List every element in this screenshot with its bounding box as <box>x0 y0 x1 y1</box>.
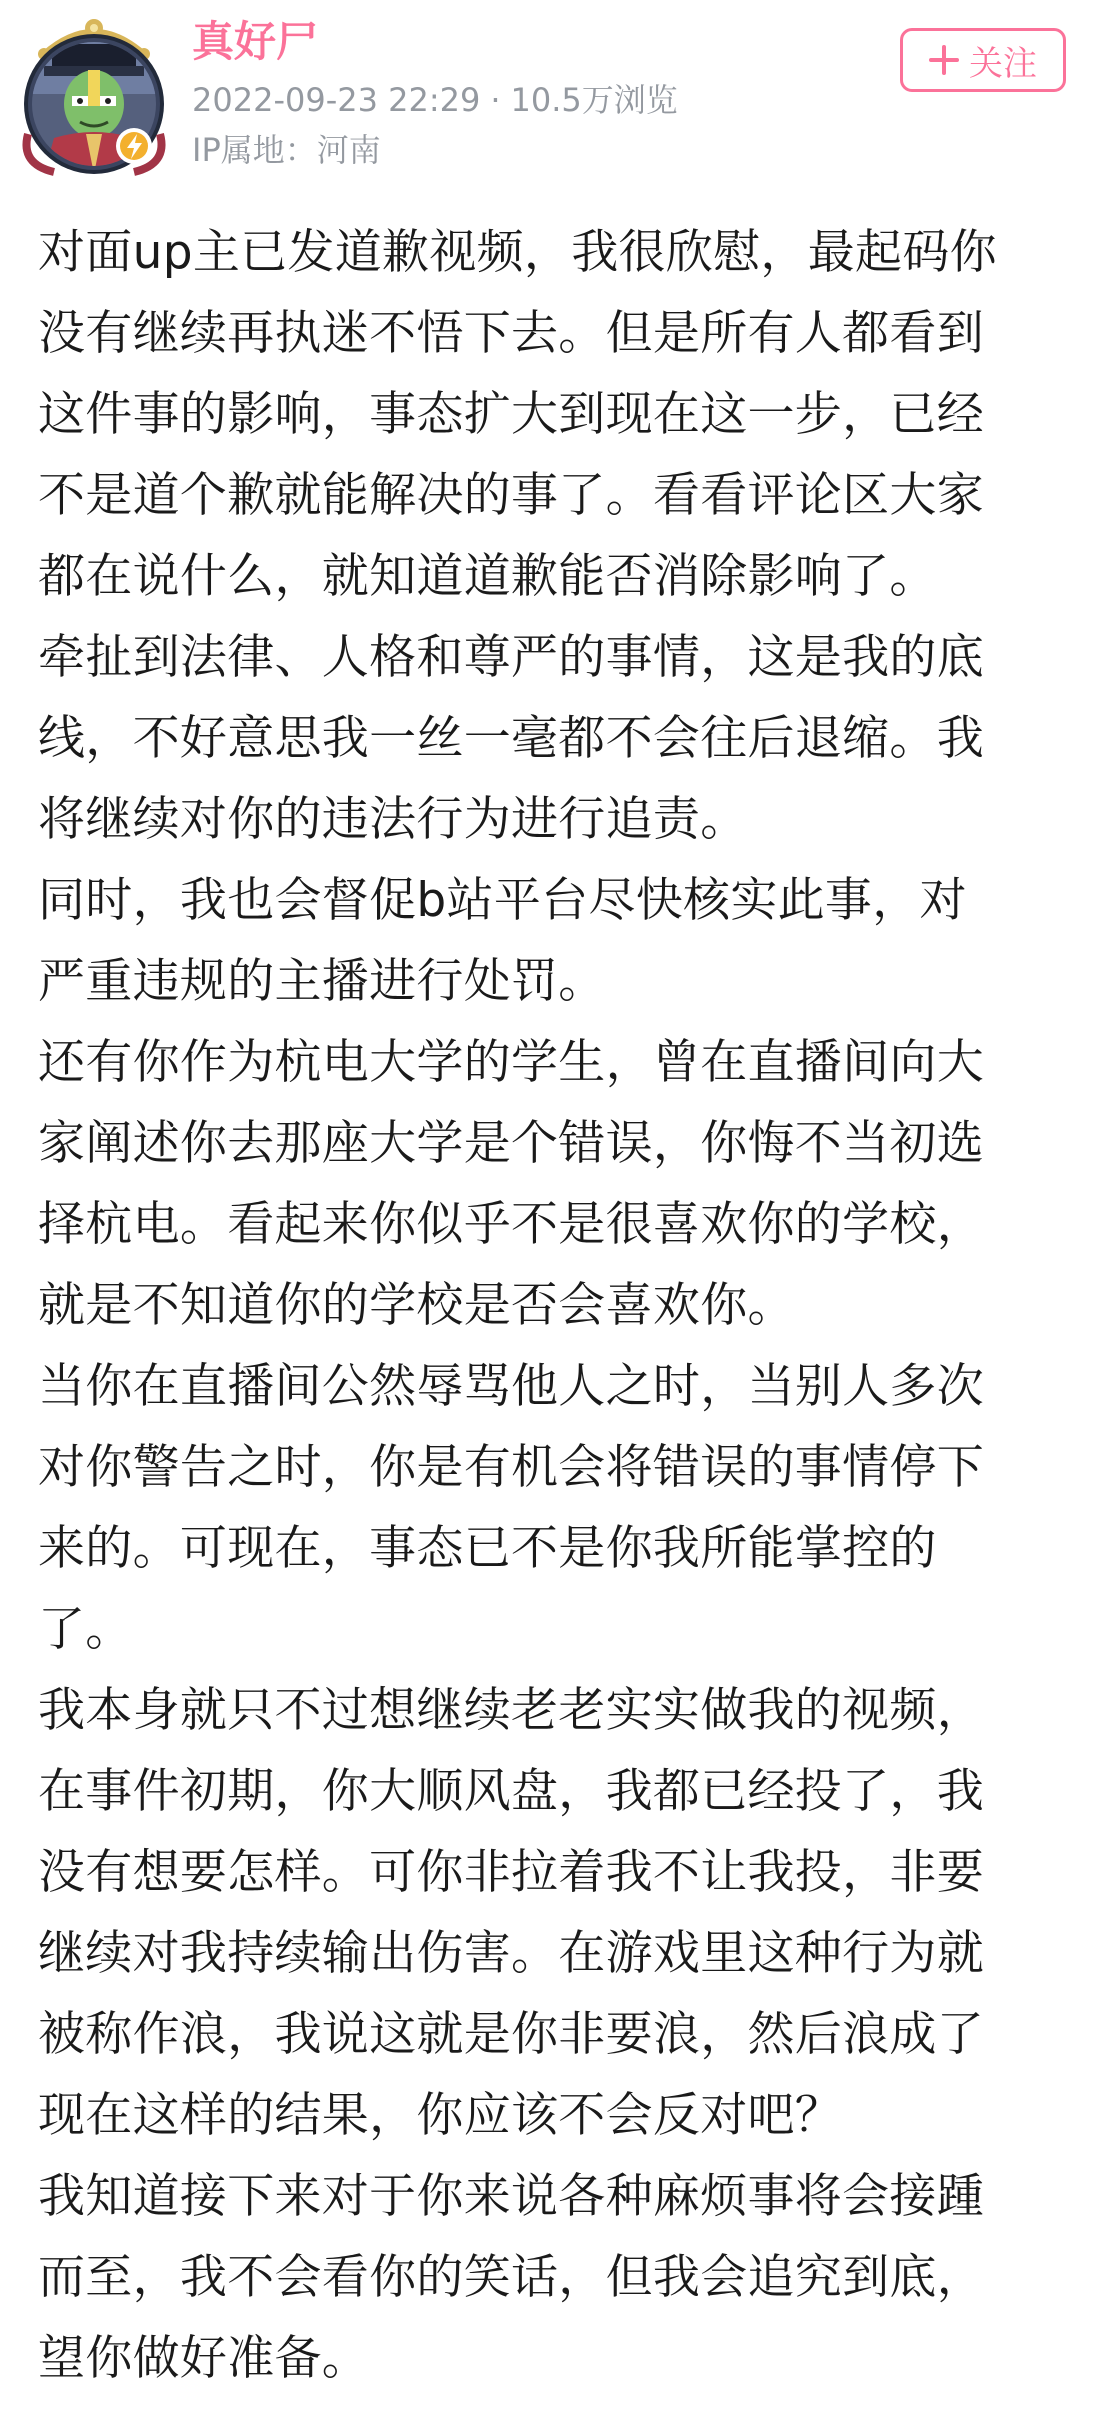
post-line: 牵扯到法律、人格和尊严的事情，这是我的底 <box>38 630 984 685</box>
post-line: 不是道个歉就能解决的事了。看看评论区大家 <box>38 468 984 523</box>
post-line: 而至，我不会看你的笑话，但我会追究到底， <box>38 2250 984 2305</box>
post-line: 对你警告之时，你是有机会将错误的事情停下 <box>38 1440 984 1495</box>
post-line: 当你在直播间公然辱骂他人之时，当别人多次 <box>38 1359 984 1414</box>
author-name[interactable]: 真好尸 <box>192 17 319 66</box>
post-meta <box>192 78 678 122</box>
post-line: 我本身就只不过想继续老老实实做我的视频， <box>38 1683 984 1738</box>
post-line: 没有想要怎样。可你非拉着我不让我投，非要 <box>38 1845 984 1900</box>
post-line: 将继续对你的违法行为进行追责。 <box>38 792 748 847</box>
post-line: 还有你作为杭电大学的学生，曾在直播间向大 <box>38 1035 984 1090</box>
post-line: 这件事的影响，事态扩大到现在这一步，已经 <box>38 387 984 442</box>
post-line: 同时，我也会督促b站平台尽快核实此事，对 <box>38 873 967 928</box>
plus-icon <box>929 45 959 75</box>
post-line: 线，不好意思我一丝一毫都不会往后退缩。我 <box>38 711 984 766</box>
post-line: 择杭电。看起来你似乎不是很喜欢你的学校， <box>38 1197 984 1252</box>
post-line: 没有继续再执迷不悟下去。但是所有人都看到 <box>38 306 984 361</box>
follow-button-label: 关注 <box>969 43 1037 84</box>
post-line: 来的。可现在，事态已不是你我所能掌控的 <box>38 1521 937 1576</box>
post-header <box>0 0 1104 180</box>
post-body <box>38 212 1078 2399</box>
post-line: 被称作浪，我说这就是你非要浪，然后浪成了 <box>38 2007 984 2062</box>
post-line: 严重违规的主播进行处罚。 <box>38 954 606 1009</box>
avatar-image <box>14 14 174 179</box>
avatar[interactable] <box>14 14 174 179</box>
post-line: 望你做好准备。 <box>38 2331 370 2386</box>
view-count: 10.5万浏览 <box>510 81 678 119</box>
post-line: 继续对我持续输出伤害。在游戏里这种行为就 <box>38 1926 984 1981</box>
post-line: 我知道接下来对于你来说各种麻烦事将会接踵 <box>38 2169 984 2224</box>
ip-location: IP属地：河南 <box>192 131 381 169</box>
post-line: 在事件初期，你大顺风盘，我都已经投了，我 <box>38 1764 984 1819</box>
meta-separator: · <box>490 81 501 119</box>
post-line: 家阐述你去那座大学是个错误，你悔不当初选 <box>38 1116 984 1171</box>
post-line: 现在这样的结果，你应该不会反对吧？ <box>38 2088 843 2143</box>
post-line: 都在说什么，就知道道歉能否消除影响了。 <box>38 549 937 604</box>
follow-button[interactable] <box>900 28 1066 92</box>
post-line: 了。 <box>38 1602 133 1657</box>
post-line: 就是不知道你的学校是否会喜欢你。 <box>38 1278 795 1333</box>
post-line: 对面up主已发道歉视频，我很欣慰，最起码你 <box>38 225 997 280</box>
post-date: 2022-09-23 22:29 <box>192 81 481 119</box>
